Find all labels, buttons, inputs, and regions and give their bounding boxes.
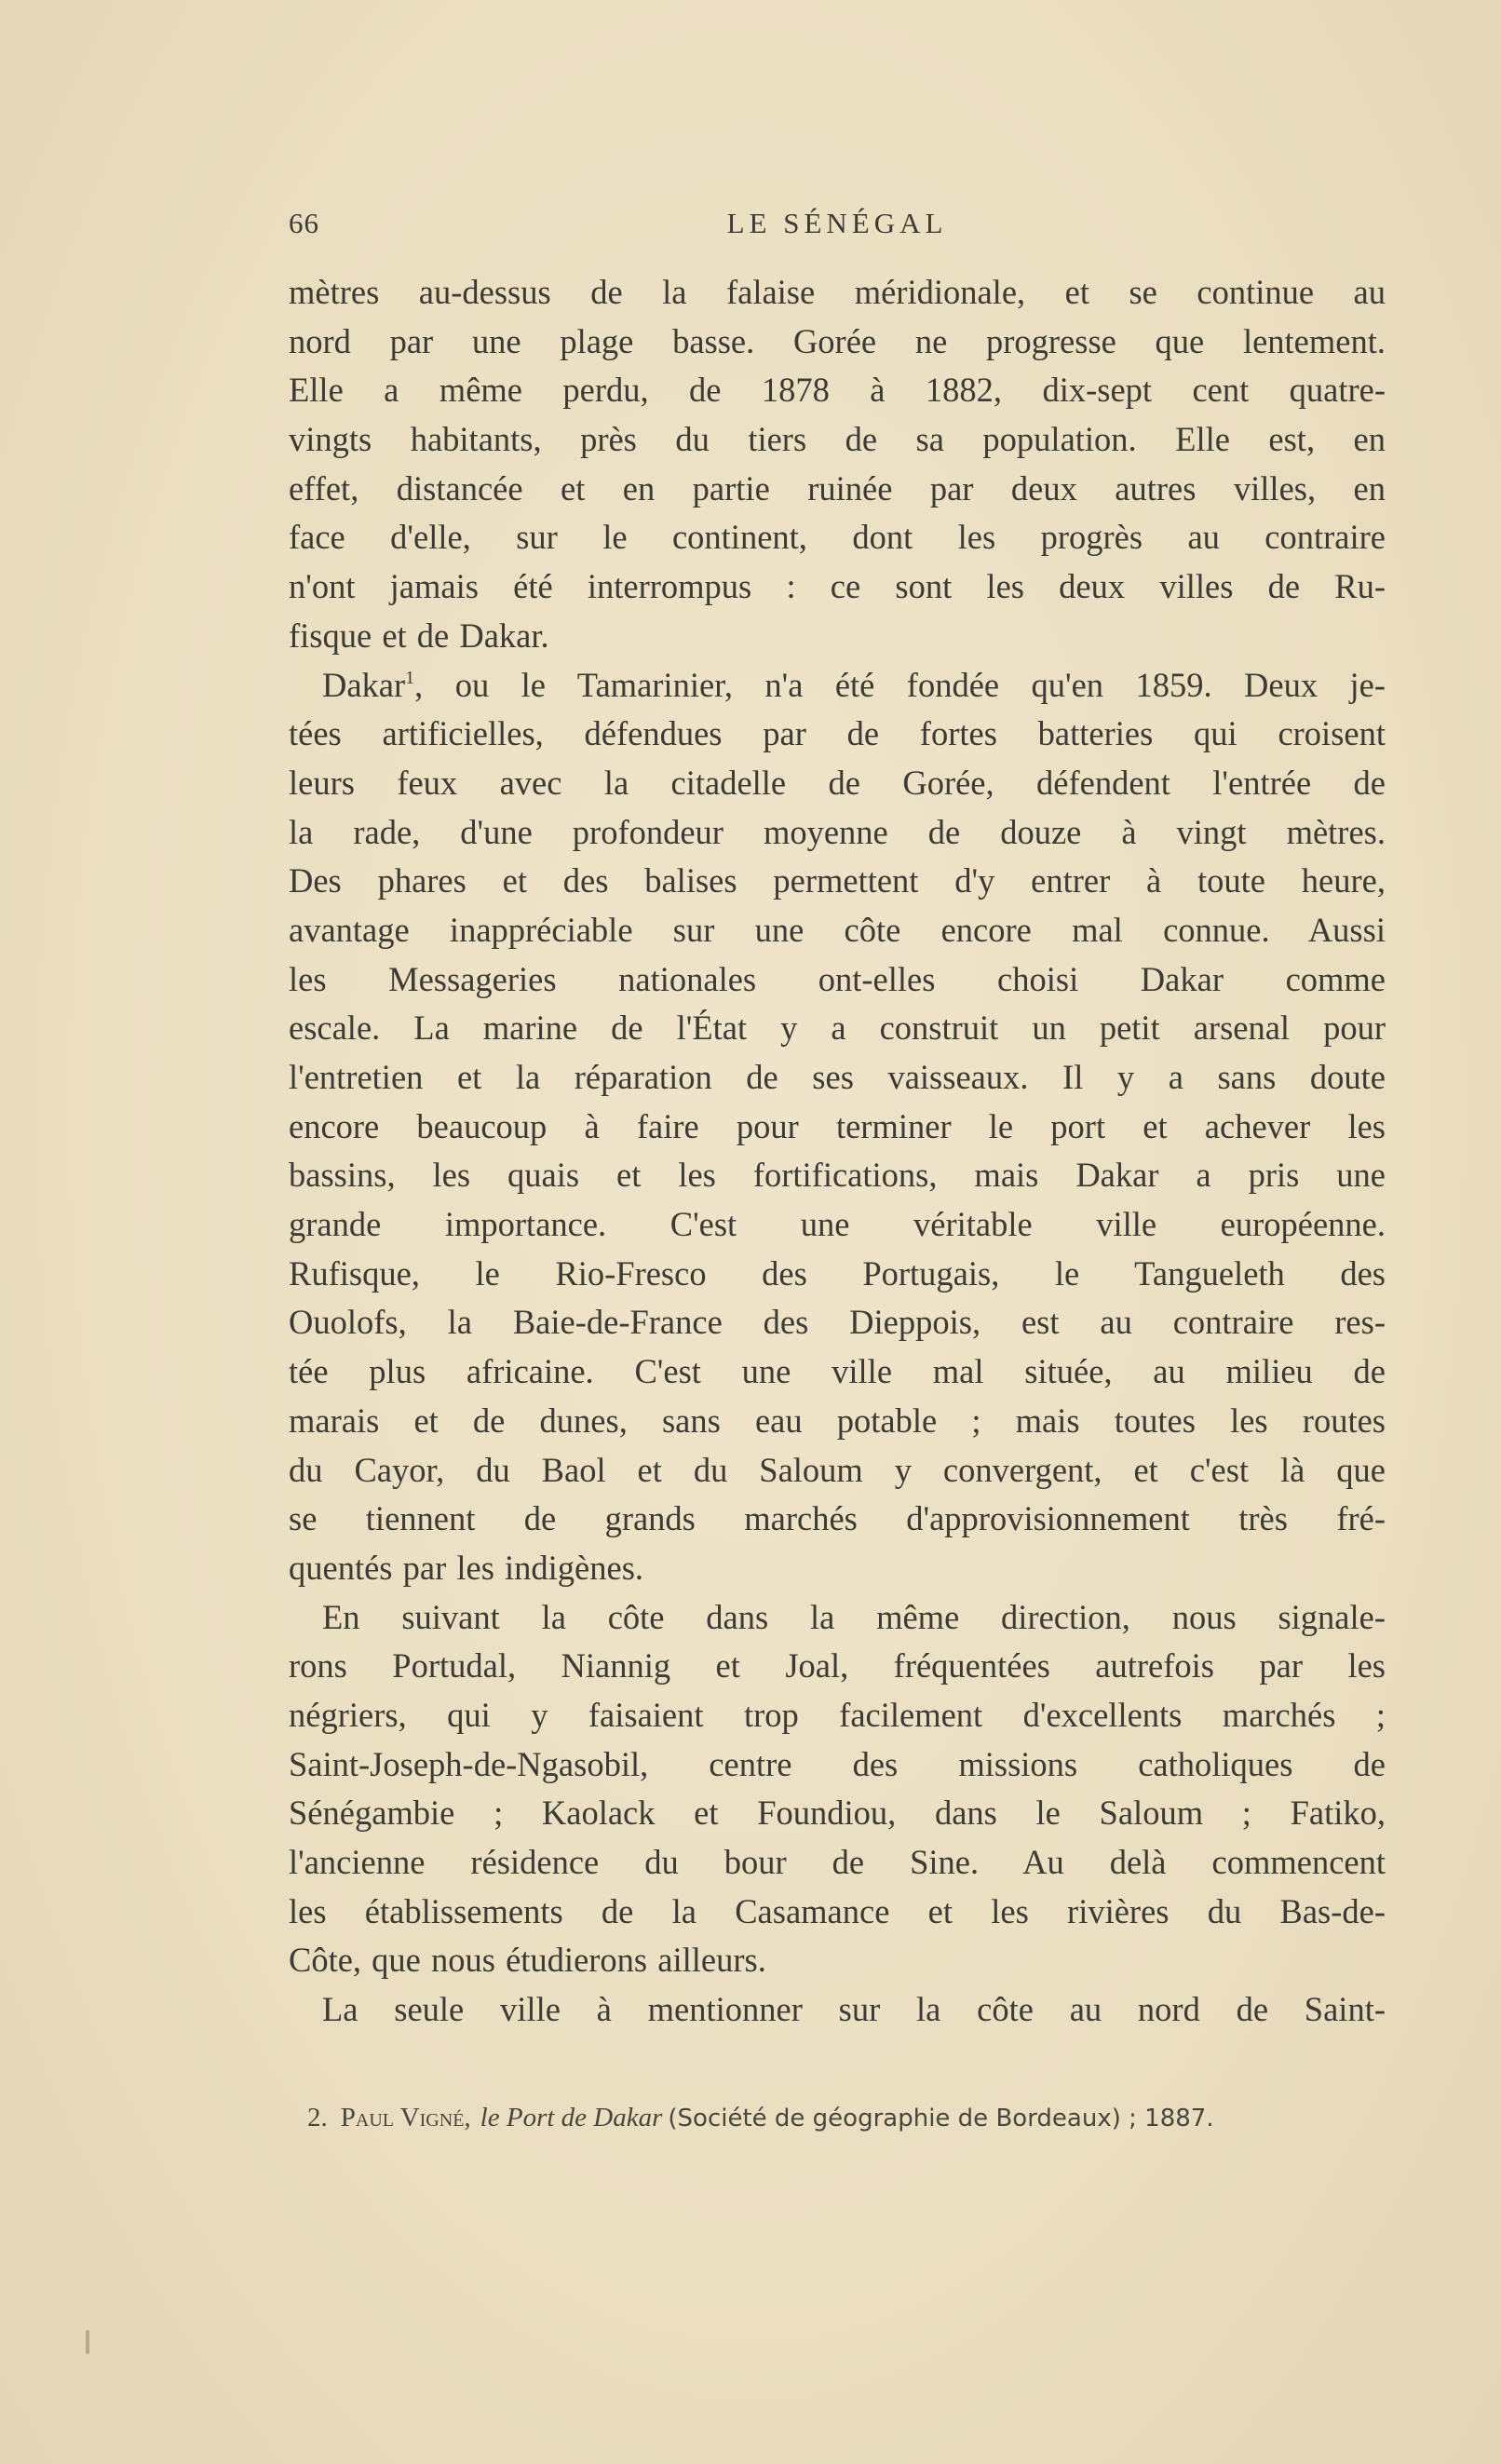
- margin-mark: [86, 2330, 89, 2354]
- text-line: Sénégambie ; Kaolack et Foundiou, dans le Saloum ; Fatiko,: [289, 1794, 1386, 1833]
- text-line: grande importance. C'est une véritable ville européenne.: [289, 1205, 1386, 1244]
- text-line: leurs feux avec la citadelle de Gorée, défendent l'entrée de: [289, 763, 1386, 802]
- text-line: tées artificielles, défendues par de fortes batteries qui croisent: [289, 714, 1386, 753]
- page-header: [289, 207, 1386, 244]
- footnote-number: 2.: [307, 2103, 328, 2132]
- text-line: effet, distancée et en partie ruinée par deux autres villes, en: [289, 468, 1386, 508]
- footnote: [307, 2099, 1386, 2137]
- text-line: En suivant la côte dans la même direction, nous signale-: [322, 1597, 1386, 1636]
- text-line: les Messageries nationales ont-elles choisi Dakar comme: [289, 959, 1386, 998]
- running-title: LE SÉNÉGAL: [726, 207, 948, 239]
- text-line: Rufisque, le Rio-Fresco des Portugais, le Tangueleth des: [289, 1253, 1386, 1293]
- text-line: [289, 661, 1386, 711]
- footnote-marker: 1: [405, 667, 415, 688]
- text-line: n'ont jamais été interrompus : ce sont les deux villes de Ru-: [289, 567, 1386, 606]
- text-line: face d'elle, sur le continent, dont les progrès au contraire: [289, 518, 1386, 557]
- text-line: Elle a même perdu, de 1878 à 1882, dix-sept cent quatre-: [289, 371, 1386, 410]
- text-line: les établissements de la Casamance et les rivières du Bas-de-: [289, 1891, 1386, 1930]
- text-line: Des phares et des balises permettent d'y entrer à toute heure,: [289, 861, 1386, 900]
- text-line: l'entretien et la réparation de ses vaisseaux. Il y a sans doute: [289, 1058, 1386, 1096]
- text-line: encore beaucoup à faire pour terminer le port et achever les: [289, 1106, 1386, 1145]
- text-line: La seule ville à mentionner sur la côte au nord de Saint-: [322, 1990, 1386, 2029]
- footnote-title: le Port de Dakar: [480, 2103, 663, 2132]
- footnote-publisher: (Société de géographie de Bordeaux) ; 1887.: [668, 2105, 1214, 2132]
- text-line: la rade, d'une profondeur moyenne de douze à vingt mètres.: [289, 812, 1386, 851]
- text-line: fisque et de Dakar.: [289, 616, 549, 655]
- text-line: Côte, que nous étudierons ailleurs.: [289, 1941, 766, 1980]
- text-line: se tiennent de grands marchés d'approvisionnement très fré-: [289, 1499, 1386, 1538]
- text-line: vingts habitants, près du tiers de sa population. Elle est, en: [289, 420, 1386, 459]
- text-line: mètres au-dessus de la falaise méridionale, et se continue au: [289, 273, 1386, 311]
- text-line: rons Portudal, Niannig et Joal, fréquentées autrefois par les: [289, 1646, 1386, 1686]
- footnote-author: Paul Vigné,: [340, 2103, 471, 2132]
- page-number: 66: [289, 207, 319, 239]
- text-line: Saint-Joseph-de-Ngasobil, centre des missions catholiques de: [289, 1744, 1386, 1783]
- body-text: [289, 268, 1386, 2035]
- text-run: Dakar: [322, 665, 406, 704]
- text-line: l'ancienne résidence du bour de Sine. Au delà commencent: [289, 1843, 1386, 1881]
- text-run: , ou le Tamarinier, n'a été fondée qu'en 1859. Deux je-: [414, 665, 1386, 704]
- text-line: Ouolofs, la Baie-de-France des Dieppois, est au contraire res-: [289, 1303, 1386, 1342]
- text-line: bassins, les quais et les fortifications, mais Dakar a pris une: [289, 1156, 1386, 1195]
- text-line: marais et de dunes, sans eau potable ; mais toutes les routes: [289, 1401, 1386, 1440]
- text-line: quentés par les indigènes.: [289, 1548, 644, 1587]
- text-line: escale. La marine de l'État y a construit un petit arsenal pour: [289, 1009, 1386, 1048]
- text-line: tée plus africaine. C'est une ville mal située, au milieu de: [289, 1352, 1386, 1391]
- text-line: avantage inappréciable sur une côte encore mal connue. Aussi: [289, 910, 1386, 949]
- text-line: nord par une plage basse. Gorée ne progresse que lentement.: [289, 321, 1386, 360]
- text-line: du Cayor, du Baol et du Saloum y convergent, et c'est là que: [289, 1450, 1386, 1489]
- text-line: négriers, qui y faisaient trop facilement d'excellents marchés ;: [289, 1695, 1386, 1734]
